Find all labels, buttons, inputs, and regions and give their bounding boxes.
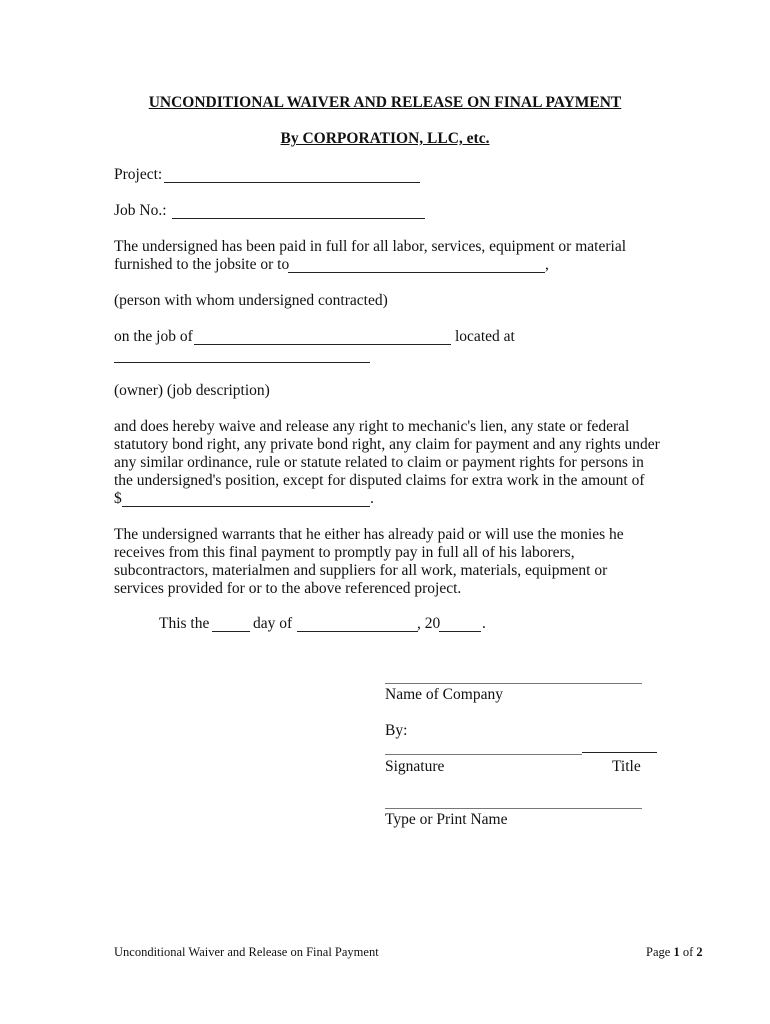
date-end: . bbox=[482, 615, 486, 632]
page-of: of bbox=[682, 945, 694, 959]
type-print-name-label: Type or Print Name bbox=[385, 811, 508, 828]
project-label: Project: bbox=[114, 166, 163, 183]
page-total: 2 bbox=[696, 945, 703, 959]
para1-line2-end: , bbox=[545, 256, 549, 273]
document-title: UNCONDITIONAL WAIVER AND RELEASE ON FINAL PAYMENT bbox=[148, 94, 622, 111]
para1-line2-start: furnished to the jobsite or to bbox=[114, 256, 290, 273]
footer-page-number bbox=[646, 945, 703, 960]
signature-field[interactable] bbox=[385, 754, 582, 755]
amount-end: . bbox=[370, 490, 374, 507]
company-name-field[interactable] bbox=[385, 683, 642, 684]
month-field[interactable] bbox=[297, 631, 418, 632]
waiver-paragraph: and does hereby waive and release any right to mechanic's lien, any state or federal statutory bond right, any private bond right, any claim for payment and any rights under any similar ordinance, rule or statute related to claim or payment rights for persons in the undersigned's position, except for disputed claims for extra work in the amount of bbox=[114, 418, 660, 489]
jobno-label: Job No.: bbox=[114, 202, 167, 219]
year-field[interactable] bbox=[439, 631, 481, 632]
job-description-field[interactable] bbox=[114, 362, 370, 363]
print-name-field[interactable] bbox=[385, 808, 642, 809]
amount-field[interactable] bbox=[122, 506, 370, 507]
owner-field[interactable] bbox=[194, 344, 451, 345]
date-day-of: day of bbox=[253, 615, 293, 632]
onjob-label: on the job of bbox=[114, 328, 193, 345]
by-label: By: bbox=[385, 722, 408, 739]
name-of-company-label: Name of Company bbox=[385, 686, 503, 703]
para1-line1: The undersigned has been paid in full for all labor, services, equipment or material bbox=[114, 238, 626, 255]
date-this-the: This the bbox=[159, 615, 210, 632]
contractor-field[interactable] bbox=[288, 272, 545, 273]
page-prefix: Page bbox=[646, 945, 671, 959]
warranty-paragraph: The undersigned warrants that he either has already paid or will use the monies he receives from this final payment to promptly pay in full all of his laborers, subcontractors, materialmen and suppliers for all work, materials, equipment or services provided for or to the above referenced project. bbox=[114, 526, 624, 597]
title-label: Title bbox=[612, 758, 641, 775]
owner-note: (owner) (job description) bbox=[114, 382, 270, 399]
jobno-field[interactable] bbox=[172, 218, 425, 219]
title-field[interactable] bbox=[582, 752, 657, 753]
signature-label: Signature bbox=[385, 758, 445, 775]
footer-document-name: Unconditional Waiver and Release on Final Payment bbox=[114, 945, 379, 959]
dollar-sign: $ bbox=[114, 490, 122, 507]
project-field[interactable] bbox=[164, 182, 420, 183]
person-note: (person with whom undersigned contracted) bbox=[114, 292, 388, 309]
day-field[interactable] bbox=[212, 631, 250, 632]
located-at-label: located at bbox=[455, 328, 515, 345]
document-subtitle: By CORPORATION, LLC, etc. bbox=[280, 130, 490, 147]
date-year-prefix: , 20 bbox=[417, 615, 441, 632]
page-current: 1 bbox=[673, 945, 680, 959]
